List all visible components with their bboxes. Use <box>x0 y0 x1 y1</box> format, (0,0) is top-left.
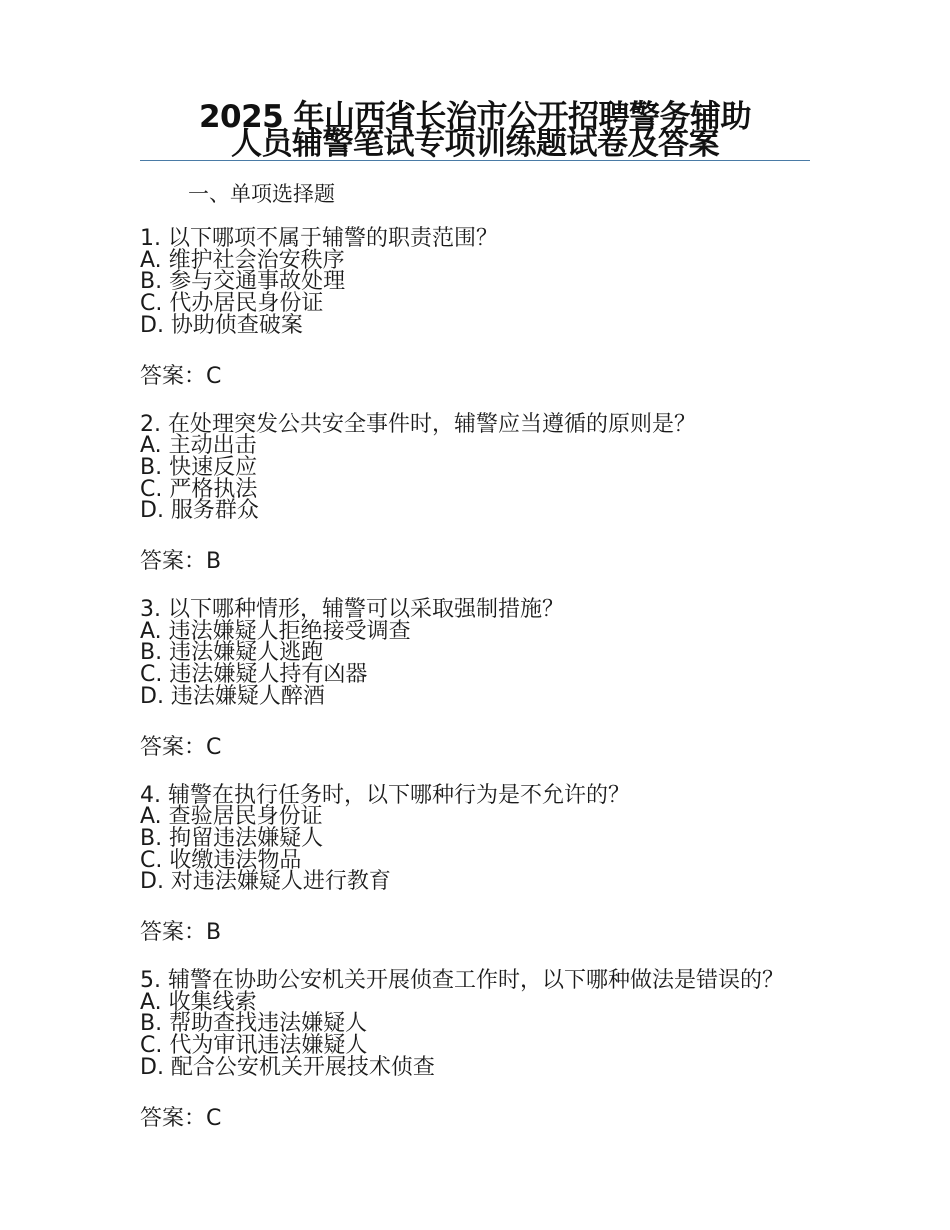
option-c: C. 严格执法 <box>140 476 258 502</box>
option-d: D. 违法嫌疑人醉酒 <box>140 683 325 709</box>
option-c: C. 代为审讯违法嫌疑人 <box>140 1033 368 1059</box>
option-d: D. 对违法嫌疑人进行教育 <box>140 869 391 895</box>
question-stem: 4. 辅警在执行任务时，以下哪种行为是不允许的？ <box>140 782 630 808</box>
option-a: A. 收集线索 <box>140 989 257 1015</box>
question-4 <box>140 782 810 947</box>
option-a: A. 违法嫌疑人拒绝接受调查 <box>140 618 411 644</box>
option-b: B. 快速反应 <box>140 454 258 480</box>
answer-line: 答案：B <box>140 920 222 946</box>
answer-line: 答案：C <box>140 1105 222 1131</box>
option-c: C. 违法嫌疑人持有凶器 <box>140 662 368 688</box>
question-1 <box>140 228 810 390</box>
option-a: A. 维护社会治安秩序 <box>140 247 345 273</box>
title-line-1: 2025 年山西省长治市公开招聘警务辅助 <box>198 99 752 135</box>
option-d: D. 协助侦查破案 <box>140 312 303 338</box>
option-d: D. 服务群众 <box>140 498 259 524</box>
answer-line: 答案：B <box>140 549 222 575</box>
document-title <box>140 99 810 162</box>
option-a: A. 查验居民身份证 <box>140 804 323 830</box>
section-heading: 一、单项选择题 <box>188 182 335 206</box>
question-list <box>140 228 810 1156</box>
answer-line: 答案：C <box>140 363 222 389</box>
option-b: B. 帮助查找违法嫌疑人 <box>140 1011 368 1037</box>
question-stem: 5. 辅警在协助公安机关开展侦查工作时，以下哪种做法是错误的？ <box>140 968 784 994</box>
option-c: C. 收缴违法物品 <box>140 847 302 873</box>
answer-line: 答案：C <box>140 734 222 760</box>
question-stem: 3. 以下哪种情形，辅警可以采取强制措施？ <box>140 597 564 623</box>
question-3 <box>140 599 810 761</box>
option-b: B. 参与交通事故处理 <box>140 269 346 295</box>
question-2 <box>140 411 810 576</box>
option-b: B. 违法嫌疑人逃跑 <box>140 640 324 666</box>
question-stem: 1. 以下哪项不属于辅警的职责范围？ <box>140 226 498 251</box>
title-underline-rule <box>140 160 810 161</box>
option-c: C. 代办居民身份证 <box>140 291 324 317</box>
option-b: B. 拘留违法嫌疑人 <box>140 825 324 851</box>
option-d: D. 配合公安机关开展技术侦查 <box>140 1054 435 1080</box>
option-a: A. 主动出击 <box>140 433 257 459</box>
question-5 <box>140 970 810 1132</box>
title-line-2: 人员辅警笔试专项训练题试卷及答案 <box>231 126 719 162</box>
question-stem: 2. 在处理突发公共安全事件时，辅警应当遵循的原则是？ <box>140 411 696 437</box>
